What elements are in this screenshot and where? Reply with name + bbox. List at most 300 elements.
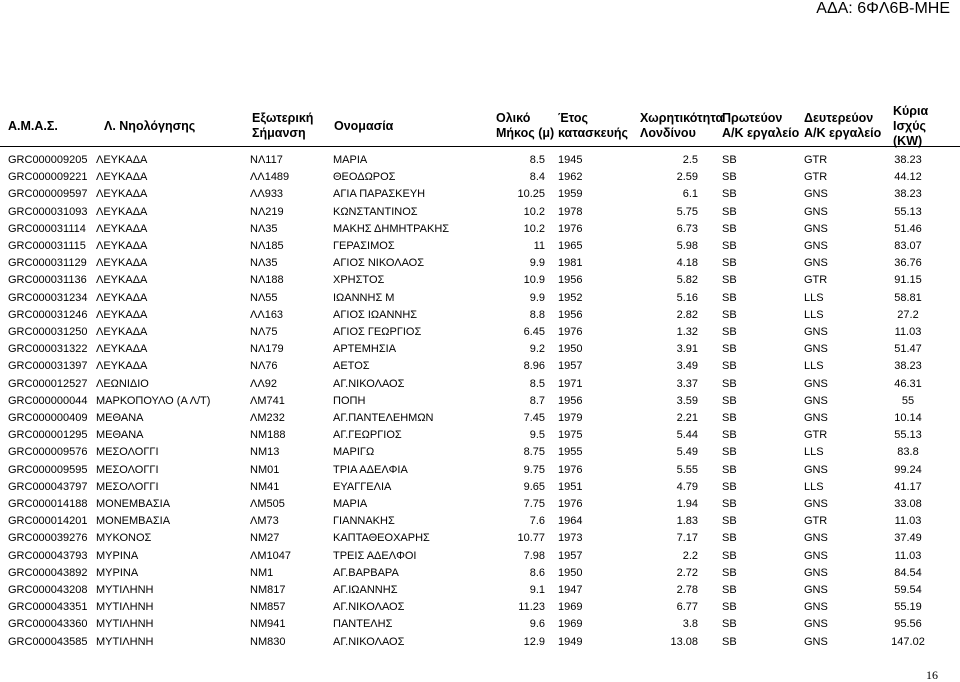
cell-capacity: 1.94 [676,498,698,510]
cell-secondary-gear: GNS [804,240,828,252]
table-row [0,582,960,598]
cell-name: ΜΑΡΙΓΩ [333,446,375,459]
cell-primary-gear: SB [722,394,737,407]
cell-length: 8.5 [529,377,545,390]
cell-year: 1964 [558,515,583,528]
cell-length: 11.23 [518,601,545,614]
header-text [252,111,313,141]
cell-capacity: 5.55 [676,463,698,476]
cell-capacity: 13.08 [670,635,698,648]
cell-amas: GRC000031136 [8,274,87,287]
table-row [0,290,960,306]
cell-length: 9.9 [529,257,545,270]
cell-primary-gear: SB [722,446,737,459]
cell-amas: GRC000031093 [8,205,88,218]
header-line: Ολικό [496,111,531,125]
cell-amas: GRC000031250 [8,326,88,338]
table-row [0,496,960,512]
cell-length: 10.77 [517,532,545,545]
table-row [0,634,960,650]
cell-secondary-gear: GNS [804,343,828,356]
cell-year: 1952 [558,291,583,304]
table-row [0,376,960,392]
cell-amas: GRC000039276 [8,532,88,545]
cell-external-marking: ΝΜ857 [250,601,286,614]
cell-primary-gear: SB [722,291,737,304]
cell-length: 9.6 [529,618,545,631]
cell-year: 1969 [558,601,583,614]
cell-year: 1950 [558,566,583,579]
cell-length: 9.75 [523,463,545,476]
cell-name: ΑΓ.ΙΩΑΝΝΗΣ [333,584,398,596]
cell-secondary-gear: GNS [804,326,828,338]
cell-primary-gear: SB [722,171,737,184]
cell-capacity: 6.1 [682,188,698,201]
cell-year: 1957 [558,360,583,373]
cell-amas: GRC000043892 [8,566,88,579]
cell-year: 1951 [558,480,583,493]
cell-port: ΜΑΡΚΟΠΟΥΛΟ (Α Λ/Τ) [96,394,211,407]
cell-port: ΛΕΥΚΑΔΑ [96,291,148,304]
cell-port: ΛΕΥΚΑΔΑ [96,257,148,270]
cell-port: ΛΕΥΚΑΔΑ [96,188,148,201]
cell-external-marking: ΝΜ188 [250,429,286,442]
cell-main-power: 38.23 [894,188,922,201]
header-primary-gear [722,110,799,142]
cell-amas: GRC000031129 [8,257,87,270]
cell-external-marking: ΝΜ941 [250,618,286,631]
cell-length: 9.1 [529,584,545,596]
cell-secondary-gear: GNS [804,463,828,476]
table-header [0,103,960,148]
cell-port: ΜΕΣΟΛΟΓΓΙ [96,480,159,493]
cell-secondary-gear: GTR [804,171,828,184]
cell-capacity: 4.18 [676,257,698,270]
cell-port: ΜΥΡΙΝΑ [96,549,139,562]
cell-length: 7.45 [523,412,545,424]
cell-main-power: 58.81 [894,291,922,304]
cell-external-marking: ΝΛ75 [250,326,278,338]
header-line: Χωρητικότητα [640,111,724,125]
table-row [0,565,960,581]
header-text [104,119,195,134]
cell-name: ΑΓΙΑ ΠΑΡΑΣΚΕΥΗ [333,188,426,201]
table-row [0,204,960,220]
cell-external-marking: ΛΛ163 [250,308,284,321]
cell-name: ΠΑΝΤΕΛΗΣ [333,618,393,631]
cell-secondary-gear: LLS [804,308,824,321]
cell-capacity: 2.59 [676,171,698,184]
cell-name: ΜΑΡΙΑ [333,498,368,510]
cell-primary-gear: SB [722,154,737,166]
header-line: Εξωτερική [252,111,314,125]
cell-year: 1976 [558,326,583,338]
cell-main-power: 83.07 [894,240,922,252]
header-line: Δευτερεύον [804,111,874,125]
cell-year: 1973 [558,532,583,545]
cell-main-power: 59.54 [894,584,922,596]
cell-secondary-gear: GNS [804,532,828,545]
cell-secondary-gear: GNS [804,584,828,596]
cell-name: ΑΓ.ΓΕΩΡΓΙΟΣ [333,429,402,442]
cell-amas: GRC000031114 [8,222,86,235]
table-row [0,358,960,374]
cell-name: ΑΓΙΟΣ ΝΙΚΟΛΑΟΣ [333,257,425,270]
cell-external-marking: ΝΜ1 [250,566,274,579]
cell-primary-gear: SB [722,188,737,201]
cell-capacity: 4.79 [676,480,698,493]
header-text [334,119,393,134]
cell-main-power: 38.23 [894,154,922,166]
cell-external-marking: ΝΛ55 [250,291,278,304]
cell-main-power: 95.56 [894,618,922,631]
cell-year: 1971 [558,377,583,390]
cell-year: 1959 [558,188,583,201]
cell-external-marking: ΛΜ505 [250,498,285,510]
cell-name: ΚΩΝΣΤΑΝΤΙΝΟΣ [333,205,418,218]
cell-external-marking: ΝΜ817 [250,584,286,596]
cell-capacity: 3.59 [676,394,698,407]
header-external-marking [252,110,313,142]
cell-port: ΜΥΡΙΝΑ [96,566,139,579]
cell-secondary-gear: GTR [804,515,828,528]
cell-name: ΓΕΡΑΣΙΜΟΣ [333,240,395,252]
cell-capacity: 5.82 [676,274,698,287]
cell-length: 8.75 [523,446,545,459]
cell-primary-gear: SB [722,480,737,493]
cell-main-power: 55.13 [894,429,922,442]
cell-primary-gear: SB [722,532,737,545]
cell-primary-gear: SB [722,412,737,424]
cell-external-marking: ΛΛ933 [250,188,284,201]
cell-name: ΧΡΗΣΤΟΣ [333,274,385,287]
cell-main-power: 33.08 [894,498,922,510]
cell-name: ΚΑΠΤΑΘΕΟΧΑΡΗΣ [333,532,430,545]
cell-main-power: 55 [901,394,915,407]
cell-amas: GRC000031246 [8,308,88,321]
header-line: Μήκος (μ) [496,126,555,140]
cell-main-power: 27.2 [897,308,919,321]
table-row [0,530,960,546]
table-row [0,599,960,615]
cell-amas: GRC000009597 [8,188,88,201]
cell-port: ΜΥΤΙΛΗΝΗ [96,601,154,614]
cell-external-marking: ΛΜ232 [250,412,285,424]
cell-secondary-gear: LLS [804,480,824,493]
cell-secondary-gear: GNS [804,412,828,424]
header-line: Έτος [558,111,589,125]
cell-amas: GRC000009576 [8,446,88,459]
cell-port: ΛΕΥΚΑΔΑ [96,222,148,235]
header-capacity [640,110,723,142]
table-row [0,462,960,478]
cell-length: 11 [533,240,545,252]
cell-length: 8.8 [529,308,545,321]
cell-external-marking: ΝΛ35 [250,257,278,270]
cell-main-power: 41.17 [894,480,922,493]
cell-port: ΛΕΥΚΑΔΑ [96,360,148,373]
cell-amas: GRC000031322 [8,343,88,356]
header-year [558,110,628,142]
cell-year: 1949 [558,635,583,648]
cell-capacity: 1.32 [676,326,698,338]
cell-main-power: 51.46 [894,222,922,235]
cell-external-marking: ΝΛ188 [250,274,284,287]
table-row [0,272,960,288]
cell-year: 1947 [558,584,583,596]
table-row [0,444,960,460]
header-line: κατασκευής [558,126,629,140]
cell-length: 9.65 [523,480,545,493]
cell-main-power: 83.8 [897,446,919,459]
cell-length: 10.2 [523,205,545,218]
header-line: Πρωτεύον [722,111,783,125]
table-row [0,255,960,271]
table-row [0,548,960,564]
header-name [334,110,393,142]
cell-main-power: 44.12 [894,171,922,184]
cell-primary-gear: SB [722,257,737,270]
cell-secondary-gear: GNS [804,188,828,201]
cell-amas: GRC000043797 [8,480,88,493]
header-text [893,104,960,149]
cell-primary-gear: SB [722,240,737,252]
cell-capacity: 2.2 [682,549,698,562]
table-row [0,616,960,632]
cell-length: 8.96 [523,360,545,373]
cell-capacity: 2.78 [676,584,698,596]
cell-external-marking: ΝΛ179 [250,343,284,356]
cell-port: ΜΥΤΙΛΗΝΗ [96,584,154,596]
cell-external-marking: ΛΜ1047 [250,549,291,562]
cell-port: ΛΕΥΚΑΔΑ [96,154,148,166]
cell-secondary-gear: GNS [804,394,828,407]
cell-capacity: 2.82 [676,308,698,321]
cell-capacity: 6.73 [676,222,698,235]
cell-amas: GRC000012527 [8,377,88,390]
cell-capacity: 5.49 [676,446,698,459]
header-line: Α/Κ εργαλείο [722,126,800,140]
cell-amas: GRC000009595 [8,463,88,476]
cell-year: 1969 [558,618,583,631]
cell-external-marking: ΝΜ27 [250,532,280,545]
cell-main-power: 11.03 [894,326,922,338]
cell-main-power: 99.24 [894,463,922,476]
cell-main-power: 38.23 [894,360,922,373]
cell-primary-gear: SB [722,463,737,476]
header-text [558,111,628,141]
cell-main-power: 10.14 [894,412,922,424]
cell-secondary-gear: GNS [804,618,828,631]
cell-main-power: 11.03 [894,549,922,562]
cell-length: 10.9 [523,274,545,287]
header-line: Λονδίνου [640,126,696,140]
table-row [0,393,960,409]
cell-port: ΜΥΤΙΛΗΝΗ [96,635,154,648]
cell-port: ΜΕΣΟΛΟΓΓΙ [96,463,159,476]
cell-primary-gear: SB [722,222,737,235]
cell-port: ΛΕΥΚΑΔΑ [96,240,148,252]
cell-capacity: 5.16 [676,291,698,304]
cell-year: 1945 [558,154,583,166]
header-line: Σήμανση [252,126,306,140]
cell-year: 1955 [558,446,583,459]
cell-primary-gear: SB [722,429,737,442]
cell-port: ΛΕΥΚΑΔΑ [96,171,148,184]
cell-main-power: 84.54 [894,566,922,579]
cell-secondary-gear: GNS [804,566,828,579]
cell-port: ΜΕΘΑΝΑ [96,429,144,442]
cell-main-power: 36.76 [894,257,922,270]
cell-amas: GRC000031115 [8,240,86,252]
cell-secondary-gear: GNS [804,498,828,510]
cell-year: 1978 [558,205,583,218]
cell-port: ΜΕΣΟΛΟΓΓΙ [96,446,159,459]
header-line: Α/Κ εργαλείο [804,126,882,140]
cell-amas: GRC000000409 [8,412,88,424]
cell-port: ΛΕΥΚΑΔΑ [96,308,148,321]
cell-capacity: 2.5 [682,154,698,166]
cell-primary-gear: SB [722,343,737,356]
cell-name: ΜΑΚΗΣ ΔΗΜΗΤΡΑΚΗΣ [333,222,450,235]
cell-length: 10.2 [523,222,545,235]
header-main-power [893,103,960,148]
cell-secondary-gear: GNS [804,205,828,218]
cell-length: 8.6 [529,566,545,579]
cell-secondary-gear: LLS [804,446,824,459]
cell-amas: GRC000031397 [8,360,88,373]
cell-name: ΑΓ.ΝΙΚΟΛΑΟΣ [333,635,405,648]
cell-amas: GRC000043208 [8,584,88,596]
cell-capacity: 3.37 [676,377,698,390]
cell-secondary-gear: LLS [804,360,824,373]
cell-year: 1981 [558,257,583,270]
cell-year: 1957 [558,549,583,562]
cell-name: ΙΩΑΝΝΗΣ Μ [333,291,395,304]
cell-amas: GRC000014188 [8,498,88,510]
cell-capacity: 3.8 [682,618,698,631]
cell-name: ΑΓ.ΠΑΝΤΕΛΕΗΜΩΝ [333,412,434,424]
ada-code: ΑΔΑ: 6ΦΛ6Β-ΜΗΕ [816,0,950,17]
header-line: Κύρια Ισχύς [893,103,929,133]
cell-external-marking: ΝΛ117 [250,154,283,166]
cell-external-marking: ΝΜ01 [250,463,280,476]
cell-year: 1956 [558,308,583,321]
table-row [0,324,960,340]
cell-year: 1956 [558,274,583,287]
cell-amas: GRC000043585 [8,635,88,648]
cell-external-marking: ΝΜ13 [250,446,280,459]
cell-length: 8.5 [529,154,545,166]
cell-capacity: 2.72 [676,566,698,579]
cell-external-marking: ΛΛ1489 [250,171,290,184]
header-line: (KW) [893,133,923,148]
cell-main-power: 46.31 [894,377,922,390]
cell-year: 1975 [558,429,583,442]
cell-primary-gear: SB [722,274,737,287]
cell-length: 12.9 [523,635,545,648]
table-row [0,341,960,357]
cell-main-power: 91.15 [894,274,922,287]
cell-name: ΑΓΙΟΣ ΓΕΩΡΓΙΟΣ [333,326,422,338]
cell-name: ΑΓ.ΝΙΚΟΛΑΟΣ [333,601,405,614]
table-row [0,186,960,202]
cell-primary-gear: SB [722,635,737,648]
cell-primary-gear: SB [722,584,737,596]
cell-primary-gear: SB [722,326,737,338]
cell-secondary-gear: GNS [804,601,828,614]
cell-port: ΜΥΤΙΛΗΝΗ [96,618,154,631]
cell-name: ΑΓΙΟΣ ΙΩΑΝΝΗΣ [333,308,418,321]
cell-secondary-gear: GTR [804,154,828,166]
header-line: Α.Μ.Α.Σ. [8,118,58,133]
cell-amas: GRC000043793 [8,549,88,562]
cell-primary-gear: SB [722,360,737,373]
cell-external-marking: ΛΜ741 [250,394,285,407]
cell-external-marking: ΝΛ35 [250,222,278,235]
header-text [804,111,881,141]
table-row [0,427,960,443]
cell-amas: GRC000000044 [8,394,88,407]
cell-amas: GRC000043360 [8,618,88,631]
header-secondary-gear [804,110,881,142]
cell-name: ΘΕΟΔΩΡΟΣ [333,171,396,184]
cell-secondary-gear: GNS [804,549,828,562]
cell-name: ΤΡΕΙΣ ΑΔΕΛΦΟΙ [333,549,417,562]
cell-length: 6.45 [523,326,545,338]
cell-amas: GRC000043351 [8,601,88,614]
cell-port: ΛΕΥΚΑΔΑ [96,274,148,287]
cell-name: ΑΡΤΕΜΗΣΙΑ [333,343,397,356]
cell-amas: GRC000001295 [8,429,88,442]
cell-capacity: 7.17 [676,532,698,545]
cell-primary-gear: SB [722,205,737,218]
cell-length: 9.5 [529,429,545,442]
cell-name: ΕΥΑΓΓΕΛΙΑ [333,480,392,493]
cell-length: 7.6 [529,515,545,528]
cell-length: 9.9 [529,291,545,304]
cell-length: 7.98 [523,549,545,562]
cell-primary-gear: SB [722,377,737,390]
header-line: Ονομασία [334,118,394,133]
cell-external-marking: ΝΜ41 [250,480,280,493]
cell-amas: GRC000009221 [8,171,88,184]
cell-year: 1950 [558,343,583,356]
cell-length: 8.4 [529,171,545,184]
cell-name: ΑΓ.ΝΙΚΟΛΑΟΣ [333,377,405,390]
cell-external-marking: ΝΛ76 [250,360,278,373]
cell-primary-gear: SB [722,308,737,321]
header-amas [8,110,58,142]
cell-length: 10.25 [517,188,545,201]
cell-capacity: 2.21 [676,412,698,424]
header-port [104,110,195,142]
cell-main-power: 37.49 [894,532,922,545]
cell-length: 9.2 [529,343,545,356]
cell-port: ΛΕΥΚΑΔΑ [96,343,148,356]
header-text [496,111,554,141]
cell-port: ΜΟΝΕΜΒΑΣΙΑ [96,515,171,528]
table-row [0,221,960,237]
cell-secondary-gear: GNS [804,222,828,235]
cell-length: 7.75 [523,498,545,510]
header-line: Λ. Νηολόγησης [104,118,196,133]
cell-main-power: 11.03 [894,515,922,528]
cell-external-marking: ΝΜ830 [250,635,286,648]
cell-main-power: 55.19 [894,601,922,614]
cell-external-marking: ΝΛ185 [250,240,284,252]
cell-secondary-gear: GTR [804,274,828,287]
